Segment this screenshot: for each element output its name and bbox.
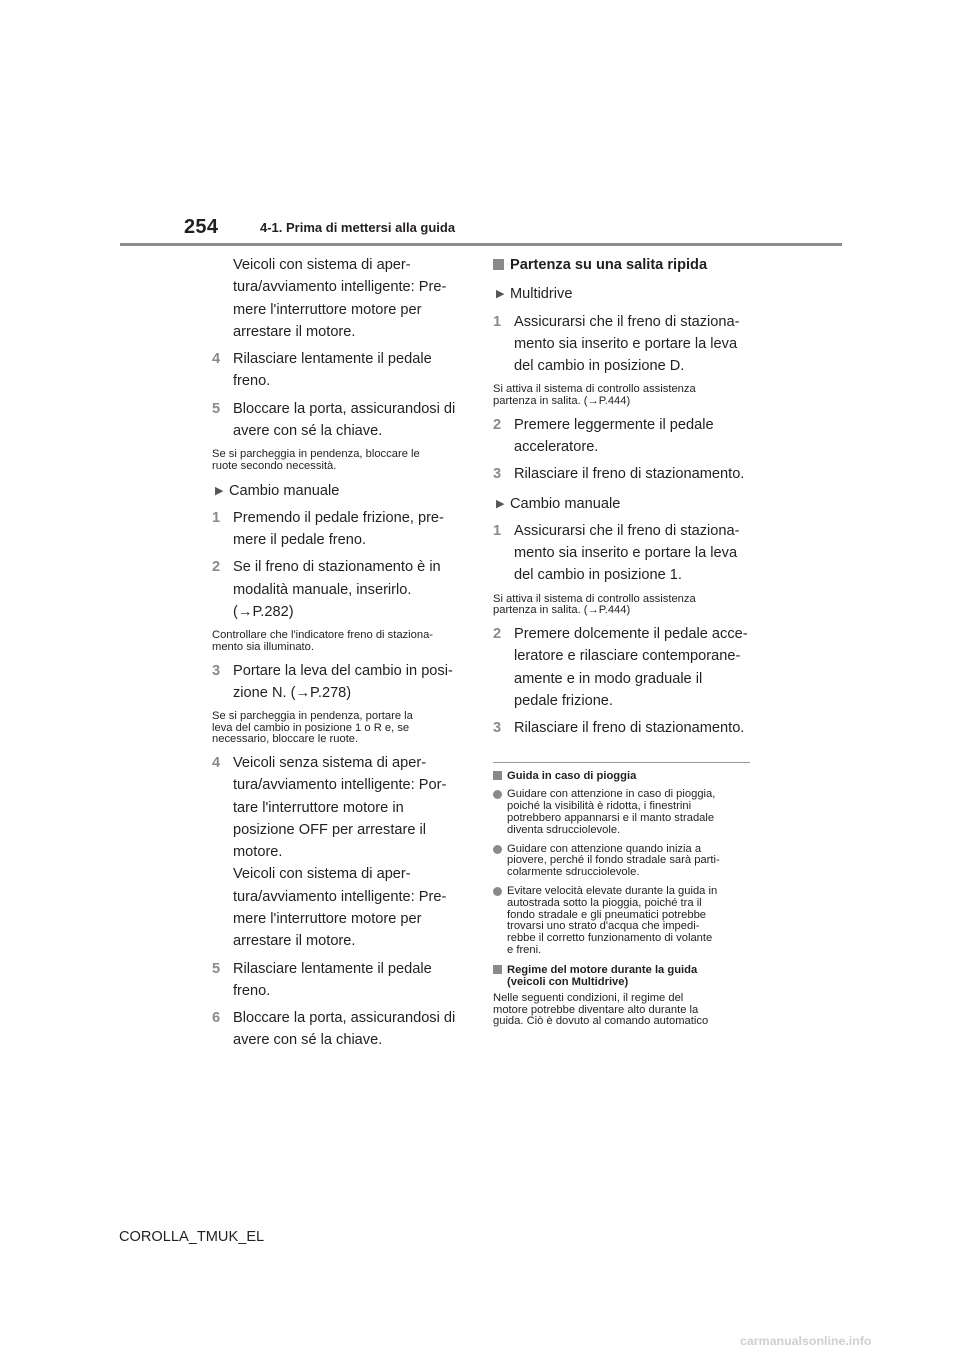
circle-bullet-icon (493, 887, 502, 896)
note-parking: Se si parcheggia in pendenza, bloccare le ruote secondo necessità. (212, 448, 420, 472)
manual-step-3: 3 Portare la leva del cambio in posi- zione N. (→P.278) (212, 660, 470, 705)
note-hill-assist-manual: Si attiva il sistema di controllo assistenza partenza in salita. (→P.444) (493, 594, 758, 617)
square-bullet-icon (493, 965, 502, 974)
page-reference[interactable]: (→P.282) (233, 604, 294, 621)
left-column (212, 254, 470, 1052)
multidrive-step-1: 1 Assicurarsi che il freno di staziona- mento sia inserito e portare la leva del cambio in posizione D. (493, 313, 740, 375)
note-hill-assist: Si attiva il sistema di controllo assistenza partenza in salita. (→P.444) (493, 384, 758, 407)
note-indicator: Controllare che l'indicatore freno di staziona- mento sia illuminato. (212, 629, 434, 653)
multidrive-step-3: 3 Rilasciare il freno di stazionamento. (493, 466, 745, 483)
triangle-icon: ▶ (215, 484, 224, 497)
triangle-icon: ▶ (496, 288, 505, 301)
subheading-multidrive: ▶ Multidrive (493, 283, 758, 305)
note-slope: Se si parcheggia in pendenza, portare la leva del cambio in posizione 1 o R e, se necessario, bloccare le ruote. (212, 710, 413, 746)
page-reference[interactable]: partenza in salita. (→P.444) (493, 395, 631, 408)
square-bullet-icon (493, 259, 504, 270)
manual-step-2: 2 Se il freno di stazionamento è in modalità manuale, inserirlo. (→P.282) (212, 556, 470, 623)
step-5: 5 Bloccare la porta, assicurandosi di avere con sé la chiave. (212, 400, 456, 440)
notes-title-rain: Guida in caso di pioggia (493, 770, 758, 782)
multidrive-step-2: 2 Premere leggermente il pedale acceleratore. (493, 416, 714, 455)
manual-step-5: 5 Rilasciare lentamente il pedale freno. (212, 960, 432, 999)
section-title-uphill: Partenza su una salita ripida (493, 254, 758, 276)
manual-step-1: 1 Premendo il pedale frizione, pre- mere il pedale freno. (212, 509, 444, 549)
header-rule (120, 243, 842, 246)
subheading-manual-right: ▶ Cambio manuale (493, 493, 758, 515)
manual-uphill-step-2: 2 Premere dolcemente il pedale acce- leratore e rilasciare contemporane- amente e in modo graduale il pedale frizione. (493, 625, 748, 709)
engine-paragraph: Nelle seguenti condizioni, il regime del motore potrebbe diventare alto durante la guida. Ciò è dovuto al comando automatico (493, 991, 709, 1028)
page-reference[interactable]: partenza in salita. (→P.444) (493, 604, 631, 617)
rain-bullet-2: Guidare con attenzione quando inizia a piovere, perché il fondo stradale sarà parti- colarmente sdrucciolevole. (493, 844, 758, 879)
manual-uphill-step-1: 1 Assicurarsi che il freno di staziona- mento sia inserito e portare la leva del cambio in posizione 1. (493, 522, 740, 584)
manual-step-4: 4 Veicoli senza sistema di aper- tura/avviamento intelligente: Por- tare l'interruttore motore in posizione OFF per arrestare il motore. Veicoli con sistema di aper- tura/avviamento intelligente: Pre- mere l'interruttore motore per arrestare il motore. (212, 754, 447, 950)
manual-step-6: 6 Bloccare la porta, assicurandosi di avere con sé la chiave. (212, 1010, 456, 1049)
square-bullet-icon (493, 771, 502, 780)
watermark: carmanualsonline.info (740, 1334, 872, 1348)
intro-paragraph: Veicoli con sistema di aper- tura/avviamento intelligente: Pre- mere l'interruttore motore per arrestare il motore. (233, 257, 447, 340)
rain-bullet-1: Guidare con attenzione in caso di pioggia, poiché la visibilità è ridotta, i finestrini potrebbero appannarsi e il manto stradale diventa sdrucciolevole. (493, 789, 758, 836)
triangle-icon: ▶ (496, 497, 505, 510)
footer-doc-code: COROLLA_TMUK_EL (119, 1229, 265, 1245)
circle-bullet-icon (493, 790, 502, 799)
section-header: 4-1. Prima di mettersi alla guida (260, 220, 456, 235)
page-number: 254 (184, 216, 219, 238)
circle-bullet-icon (493, 845, 502, 854)
rain-bullet-3: Evitare velocità elevate durante la guida in autostrada sotto la pioggia, poiché tra il fondo stradale e gli pneumatici potrebbe trovarsi uno strato d'acqua che impedi- rebbe il corretto funzionamento di volante e freni. (493, 886, 758, 957)
step-4: 4 Rilasciare lentamente il pedale freno. (212, 351, 432, 390)
page-reference[interactable]: zione N. (→P.278) (233, 684, 352, 701)
subheading-manual: ▶ Cambio manuale (212, 480, 470, 502)
notes-divider (493, 762, 750, 763)
manual-uphill-step-3: 3 Rilasciare il freno di stazionamento. (493, 720, 745, 737)
notes-title-engine: Regime del motore durante la guida (veicoli con Multidrive) (493, 964, 758, 988)
right-column (493, 254, 758, 1028)
